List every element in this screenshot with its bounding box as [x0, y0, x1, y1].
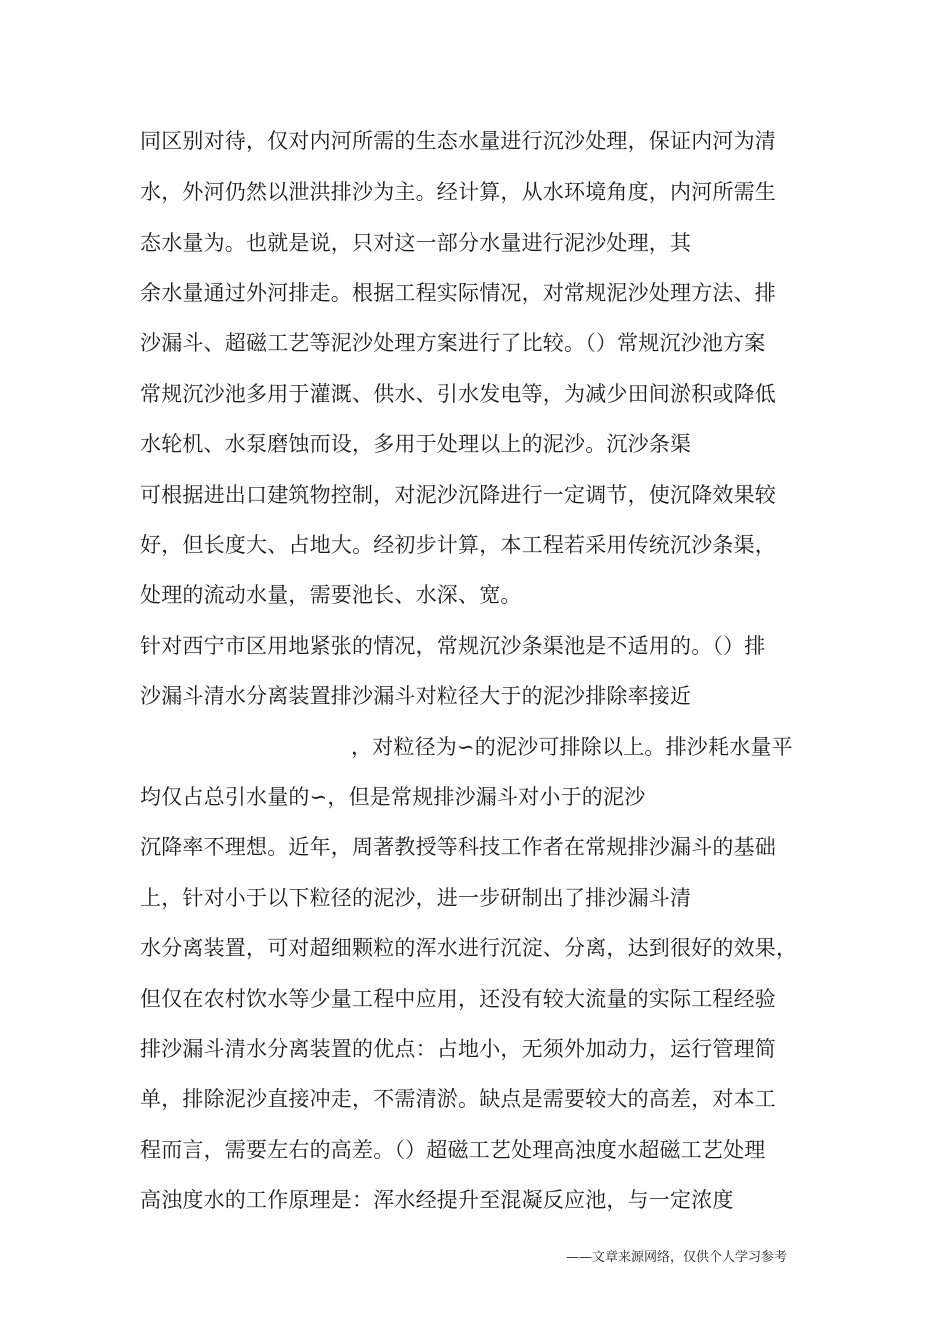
text-line-2: 水，外河仍然以泄洪排沙为主。经计算，从水环境角度，内河所需生	[140, 180, 776, 204]
text-line-16: 上，针对小于以下粒径的泥沙，进一步研制出了排沙漏斗清	[140, 886, 692, 910]
text-line-11: 针对西宁市区用地紧张的情况，常规沉沙条渠池是不适用的。（）排	[140, 634, 766, 658]
text-line-8: 可根据进出口建筑物控制，对泥沙沉降进行一定调节，使沉降效果较	[140, 483, 776, 507]
text-line-15: 沉降率不理想。近年，周著教授等科技工作者在常规排沙漏斗的基础	[140, 835, 776, 859]
text-line-9: 好，但长度大、占地大。经初步计算，本工程若采用传统沉沙条渠，	[140, 533, 776, 557]
text-line-10: 处理的流动水量，需要池长、水深、宽。	[140, 583, 522, 607]
text-line-17: 水分离装置，可对超细颗粒的浑水进行沉淀、分离，达到很好的效果，	[140, 936, 798, 960]
text-line-21: 程而言，需要左右的高差。（）超磁工艺处理高浊度水超磁工艺处理	[140, 1138, 766, 1162]
text-line-19: 排沙漏斗清水分离装置的优点：占地小，无须外加动力，运行管理简	[140, 1037, 776, 1061]
text-line-18: 但仅在农村饮水等少量工程中应用，还没有较大流量的实际工程经验	[140, 987, 776, 1011]
text-line-4: 余水量通过外河排走。根据工程实际情况，对常规泥沙处理方法、排	[140, 281, 776, 305]
text-line-22: 高浊度水的工作原理是：浑水经提升至混凝反应池，与一定浓度	[140, 1188, 734, 1212]
text-line-7: 水轮机、水泵磨蚀而设，多用于处理以上的泥沙。沉沙条渠	[140, 432, 692, 456]
source-footer: ——文章来源网络，仅供个人学习参考	[566, 1250, 788, 1265]
text-line-6: 常规沉沙池多用于灌溉、供水、引水发电等，为减少田间淤积或降低	[140, 382, 776, 406]
text-line-14: 均仅占总引水量的∽，但是常规排沙漏斗对小于的泥沙	[140, 785, 646, 809]
text-line-3: 态水量为。也就是说，只对这一部分水量进行泥沙处理，其	[140, 231, 692, 255]
text-line-5: 沙漏斗、超磁工艺等泥沙处理方案进行了比较。（）常规沉沙池方案	[140, 331, 766, 355]
text-line-12: 沙漏斗清水分离装置排沙漏斗对粒径大于的泥沙排除率接近	[140, 684, 692, 708]
text-line-1: 同区别对待，仅对内河所需的生态水量进行沉沙处理，保证内河为清	[140, 129, 776, 153]
text-line-13: ，对粒径为∽的泥沙可排除以上。排沙耗水量平	[351, 735, 793, 759]
text-line-20: 单，排除泥沙直接冲走，不需清淤。缺点是需要较大的高差，对本工	[140, 1087, 776, 1111]
